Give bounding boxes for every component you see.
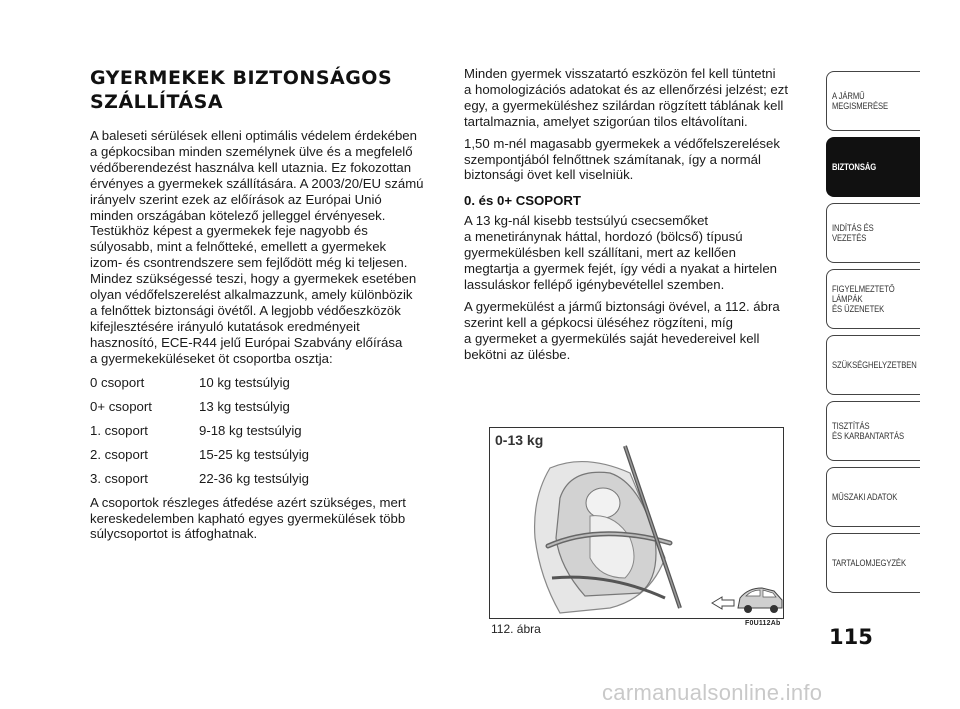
page-number: 115 (829, 625, 873, 649)
text-line: kifejlesztésére irányuló kutatások eredményeit (90, 318, 360, 334)
text-line: bekötni az ülésbe. (464, 346, 571, 362)
text-line: a menetiránynak háttal, hordozó (bölcső) típusú (464, 229, 743, 245)
text-line: A baleseti sérülések elleni optimális védelem érdekében (90, 128, 417, 143)
direction-arrow-icon (712, 597, 734, 609)
title-line-2: SZÁLLÍTÁSA (90, 91, 224, 113)
intro-paragraph (90, 128, 445, 367)
tab-emergency[interactable] (826, 335, 920, 395)
list-item (90, 399, 445, 415)
tab-label: INDÍTÁS ÉS VEZETÉS (832, 223, 874, 243)
outro-paragraph (90, 495, 445, 543)
text-line: a felnőttek biztonsági övétől. A legjobb védőeszközök (90, 302, 401, 318)
title-line-1: GYERMEKEK BIZTONSÁGOS (90, 67, 393, 89)
text-line: a gyermeket a gyermekülés saját hevedereivel kell (464, 330, 760, 346)
tab-warning-lights[interactable] (826, 269, 920, 329)
text-line: megtartja a gyermek fejét, így védi a nyakat a hirtelen (464, 261, 777, 277)
tab-safety[interactable] (826, 137, 920, 197)
right-column (464, 66, 809, 369)
tab-label: BIZTONSÁG (832, 162, 877, 172)
tab-label: MŰSZAKI ADATOK (832, 492, 898, 502)
watermark: carmanualsonline.info (602, 680, 823, 705)
tab-starting-driving[interactable] (826, 203, 920, 263)
group-weight: 10 kg testsúlyig (199, 374, 290, 390)
homologation-paragraph (464, 66, 809, 130)
text-line: szerint kell a gépkocsi üléséhez rögzíteni, míg (464, 314, 734, 330)
weight-groups-list (90, 375, 445, 487)
group-subheading: 0. és 0+ CSOPORT (464, 193, 581, 209)
text-line: gyermekülésben kell szállítani, mert az kellően (464, 245, 736, 261)
text-line: biztonsági övet kell viselniük. (464, 167, 634, 183)
text-line: A csoportok részleges átfedése azért szükséges, mert (90, 494, 406, 510)
group-name: 2. csoport (90, 446, 148, 462)
group-name: 1. csoport (90, 422, 148, 438)
text-line: szempontjából felnőttnek számítanak, így a normál (464, 151, 761, 167)
text-line: irányelv szerint ezek az előírások az Európai Unió (90, 191, 382, 207)
group-weight: 22-36 kg testsúlyig (199, 470, 309, 486)
height-paragraph (464, 136, 809, 184)
text-line: védőberendezést használva kell utaznia. Ez fokozottan (90, 159, 412, 175)
text-line: Testükhöz képest a gyermekek feje nagyobb és (90, 223, 368, 239)
text-line: a homologizációs adatokat és az ellenőrzési jelzést; ezt (464, 81, 789, 97)
group-name: 0 csoport (90, 374, 145, 390)
list-item (90, 471, 445, 487)
text-line: A 13 kg-nál kisebb testsúlyú csecsemőket (464, 213, 709, 229)
text-line: 1,50 m-nél magasabb gyermekek a védőfelszerelések (464, 135, 780, 151)
child-seat-figure (489, 427, 784, 619)
baby-head (586, 488, 620, 518)
text-line: tartalmaznia, amelyet szigorúan tilos eltávolítani. (464, 113, 748, 129)
text-line: súlyosabb, mint a felnőtteké, emellett a gyermekek (90, 239, 387, 255)
text-line: izom- és csontrendszere sem fejlődött még ki teljesen. (90, 255, 408, 271)
text-line: minden országában kötelező jelleggel érvényesek. (90, 207, 386, 223)
tab-technical-data[interactable] (826, 467, 920, 527)
infant-paragraph (464, 213, 809, 293)
chapter-tabs (826, 71, 920, 599)
text-line: Minden gyermek visszatartó eszközön fel kell tüntetni (464, 66, 776, 81)
text-line: érvényes a gyermekek szállítására. A 2003/20/EU számú (90, 175, 424, 191)
text-line: lassuláskor fellépő igénybevétellel szemben. (464, 276, 725, 292)
text-line: Mindez szükségessé teszi, hogy a gyermekek esetében (90, 271, 417, 287)
list-item (90, 447, 445, 463)
tab-maintenance[interactable] (826, 401, 920, 461)
text-line: súlycsoportot is átfoghatnak. (90, 526, 258, 542)
group-name: 0+ csoport (90, 398, 152, 414)
tab-label: TISZTÍTÁS ÉS KARBANTARTÁS (832, 421, 904, 441)
list-item (90, 375, 445, 391)
group-name: 3. csoport (90, 470, 148, 486)
left-column (90, 66, 445, 542)
group-weight: 15-25 kg testsúlyig (199, 446, 309, 462)
text-line: a gyermekeküléseket öt csoportba osztja: (90, 350, 333, 366)
text-line: hasznosító, ECE-R44 jelű Európai Szabvány előírása (90, 334, 403, 350)
group-weight: 13 kg testsúlyig (199, 398, 290, 414)
fixing-paragraph (464, 299, 809, 363)
tab-label: TARTALOMJEGYZÉK (832, 558, 906, 568)
text-line: a gépkocsiban minden személynek ülve és a megfelelő (90, 143, 413, 159)
figure-caption: 112. ábra (491, 622, 541, 636)
figure-weight-label: 0-13 kg (495, 432, 544, 448)
tab-index[interactable] (826, 533, 920, 593)
figure-code: F0U112Ab (745, 620, 781, 627)
child-seat-illustration (490, 428, 784, 619)
tab-label: A JÁRMŰ MEGISMERÉSE (832, 91, 889, 111)
section-title (90, 66, 445, 114)
text-line: olyan védőfelszerelést alkalmazzunk, amely különbözik (90, 287, 413, 303)
text-line: A gyermekülést a jármű biztonsági övével, a 112. ábra (464, 298, 780, 314)
group-weight: 9-18 kg testsúlyig (199, 422, 302, 438)
tab-label: SZÜKSÉGHELYZETBEN (832, 360, 917, 370)
text-line: kereskedelemben kapható egyes gyermekülések több (90, 510, 406, 526)
tab-label: FIGYELMEZTETŐ LÁMPÁK ÉS ÜZENETEK (832, 284, 895, 314)
list-item (90, 423, 445, 439)
car-icon (738, 588, 782, 613)
text-line: egy, a gyermeküléshez szilárdan rögzített táblának kell (464, 97, 784, 113)
tab-vehicle-overview[interactable] (826, 71, 920, 131)
